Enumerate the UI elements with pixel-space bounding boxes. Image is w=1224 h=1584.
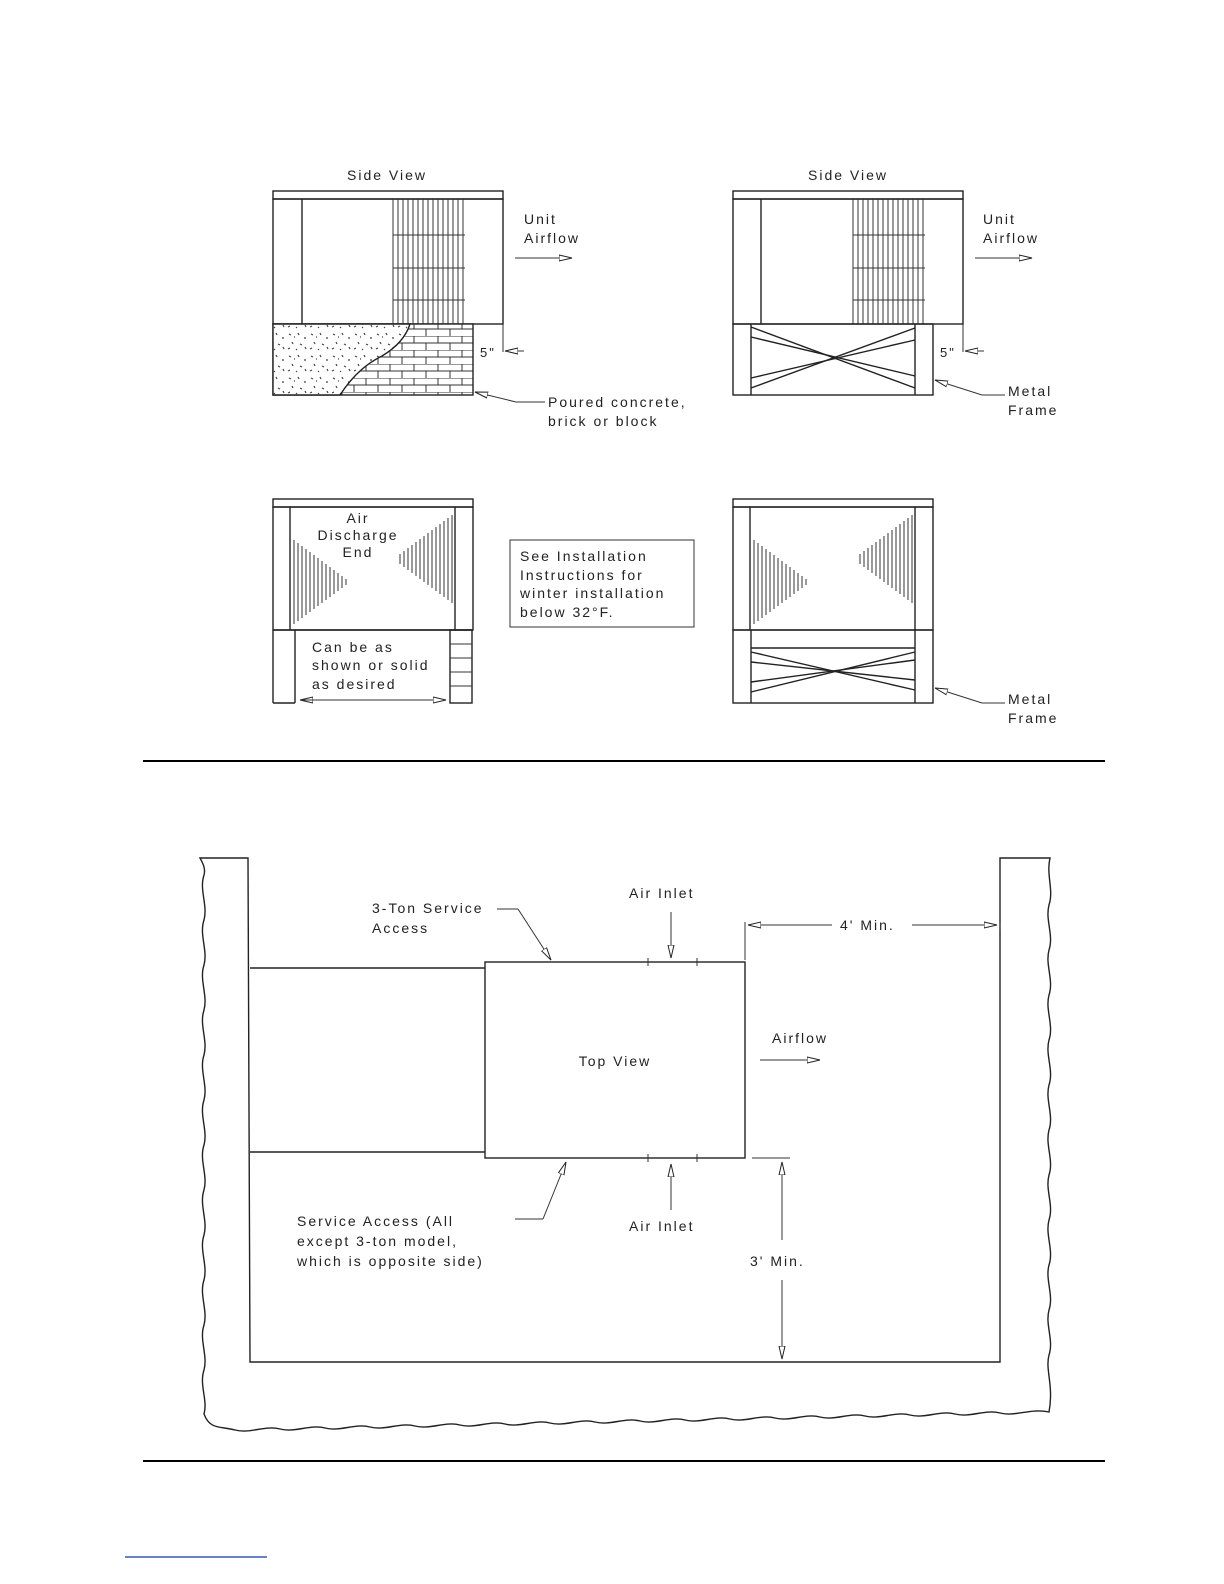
left-side-view-title: Side View xyxy=(347,167,428,183)
clearance-plan xyxy=(200,858,1051,1431)
service-3ton-line-2: Access xyxy=(372,920,430,936)
left-end-grille-right xyxy=(400,515,452,603)
left-end-view xyxy=(273,499,473,703)
base-callout-line-1: Poured concrete, xyxy=(548,394,687,410)
winter-note-box xyxy=(510,540,694,627)
right-airflow-label-1: Unit xyxy=(983,211,1016,227)
discharge-label-1: Air xyxy=(346,510,370,526)
base-callout-line-2: brick or block xyxy=(548,413,659,429)
note-line-3: winter installation xyxy=(520,585,666,601)
note-line-1: See Installation xyxy=(520,548,648,564)
air-inlet-top-label: Air Inlet xyxy=(629,885,695,901)
left-end-grille-left xyxy=(294,540,346,624)
right-side-view xyxy=(733,167,1058,418)
base-note-2: shown or solid xyxy=(312,657,430,673)
right-airflow-label-2: Airflow xyxy=(983,230,1040,246)
left-airflow-label-2: Airflow xyxy=(524,230,581,246)
base-note-1: Can be as xyxy=(312,639,394,655)
right-end-grille-right xyxy=(860,515,912,603)
right-side-coil xyxy=(853,199,925,324)
clearance-front-label: 3' Min. xyxy=(750,1253,805,1269)
right-clearance-label: 5" xyxy=(940,345,956,360)
frame-callout-bottom-2: Frame xyxy=(1008,710,1059,726)
service-other-line-2: except 3-ton model, xyxy=(297,1233,458,1249)
wall-outline xyxy=(200,858,1051,1431)
right-end-grille-left xyxy=(754,540,806,624)
pad-base xyxy=(273,324,473,395)
left-side-view xyxy=(273,167,687,429)
right-end-view xyxy=(733,499,1058,726)
frame-callout-bottom-1: Metal xyxy=(1008,691,1053,707)
air-inlet-bottom-label: Air Inlet xyxy=(629,1218,695,1234)
discharge-label-3: End xyxy=(342,544,374,560)
airflow-label: Airflow xyxy=(772,1030,829,1046)
metal-frame-side xyxy=(733,324,933,395)
note-line-4: below 32°F. xyxy=(520,604,615,620)
note-line-2: Instructions for xyxy=(520,567,644,583)
frame-callout-top-2: Frame xyxy=(1008,402,1059,418)
base-note-3: as desired xyxy=(312,676,397,692)
left-airflow-label-1: Unit xyxy=(524,211,557,227)
service-3ton-line-1: 3-Ton Service xyxy=(372,900,484,916)
right-side-view-title: Side View xyxy=(808,167,889,183)
service-other-line-1: Service Access (All xyxy=(297,1213,455,1229)
brick-pier xyxy=(450,630,472,703)
clearance-side-label: 4' Min. xyxy=(840,917,895,933)
left-clearance-label: 5" xyxy=(480,345,496,360)
service-other-line-3: which is opposite side) xyxy=(297,1253,484,1269)
left-side-coil xyxy=(393,199,465,324)
frame-callout-top-1: Metal xyxy=(1008,383,1053,399)
metal-frame-end xyxy=(733,630,933,703)
top-view-label: Top View xyxy=(578,1053,652,1069)
discharge-label-2: Discharge xyxy=(317,527,399,543)
